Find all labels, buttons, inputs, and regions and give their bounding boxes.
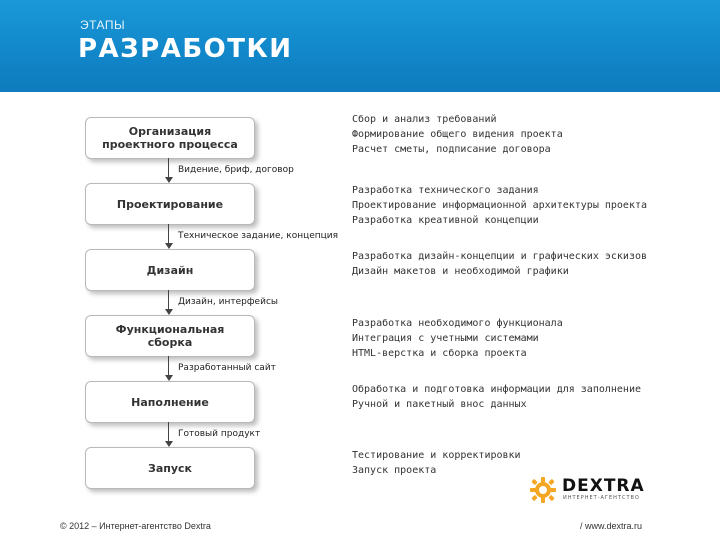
connector-label: Видение, бриф, договор xyxy=(178,165,294,175)
stage-box-content xyxy=(85,381,255,423)
arrow-down-icon xyxy=(165,177,173,183)
description-line: Тестирование и корректировки xyxy=(352,450,521,461)
connector-label: Готовый продукт xyxy=(178,429,261,439)
stage-description xyxy=(352,183,647,228)
stage-description xyxy=(352,448,521,478)
description-line: HTML-верстка и сборка проекта xyxy=(352,348,527,359)
description-line: Проектирование информационной архитектуры проекта xyxy=(352,200,648,211)
footer-copyright: © 2012 – Интернет-агентство Dextra xyxy=(60,521,211,531)
description-line: Разработка дизайн-концепции и графических эскизов xyxy=(352,251,648,262)
stage-description xyxy=(352,249,647,279)
description-line: Интеграция с учетными системами xyxy=(352,333,539,344)
stage-box-design xyxy=(85,249,255,291)
stage-box-functional-build xyxy=(85,315,255,357)
description-line: Дизайн макетов и необходимой графики xyxy=(352,266,569,277)
description-line: Формирование общего видения проекта xyxy=(352,129,563,140)
connector-line xyxy=(168,158,169,177)
gear-logo-icon xyxy=(528,476,558,504)
stage-description xyxy=(352,316,563,361)
stage-description xyxy=(352,382,641,412)
connector-line xyxy=(168,356,169,375)
description-line: Сбор и анализ требований xyxy=(352,114,497,125)
stage-label: Наполнение xyxy=(131,395,209,409)
connector-label: Разработанный сайт xyxy=(178,363,276,373)
logo-name: DEXTRA xyxy=(562,476,645,496)
slide-subtitle: ЭТАПЫ xyxy=(80,18,126,32)
description-line: Разработка креативной концепции xyxy=(352,215,539,226)
dextra-logo xyxy=(528,476,658,504)
stage-box-organization xyxy=(85,117,255,159)
connector-line xyxy=(168,224,169,243)
arrow-down-icon xyxy=(165,309,173,315)
connector-label: Техническое задание, концепция xyxy=(178,231,339,241)
description-line: Ручной и пакетный внос данных xyxy=(352,399,527,410)
description-line: Разработка необходимого функционала xyxy=(352,318,563,329)
stage-description xyxy=(352,112,563,157)
stage-label: Проектирование xyxy=(116,197,224,211)
description-line: Запуск проекта xyxy=(352,465,437,476)
arrow-down-icon xyxy=(165,375,173,381)
description-line: Обработка и подготовка информации для заполнение xyxy=(352,384,641,395)
stage-label: Дизайн xyxy=(146,263,194,277)
stage-label: Запуск xyxy=(148,461,192,475)
description-line: Разработка технического задания xyxy=(352,185,539,196)
arrow-down-icon xyxy=(165,441,173,447)
stage-box-design-planning xyxy=(85,183,255,225)
connector-line xyxy=(168,422,169,441)
stage-box-launch xyxy=(85,447,255,489)
title-banner xyxy=(0,0,720,92)
stage-label: Функциональная сборка xyxy=(115,323,225,349)
connector-line xyxy=(168,290,169,309)
slide-title: РАЗРАБОТКИ xyxy=(78,34,293,64)
stage-label: Организация проектного процесса xyxy=(102,125,238,151)
footer-url[interactable]: / www.dextra.ru xyxy=(579,521,642,531)
description-line: Расчет сметы, подписание договора xyxy=(352,144,551,155)
arrow-down-icon xyxy=(165,243,173,249)
connector-label: Дизайн, интерфейсы xyxy=(178,297,278,307)
logo-tagline: ИНТЕРНЕТ-АГЕНТСТВО xyxy=(563,495,640,501)
